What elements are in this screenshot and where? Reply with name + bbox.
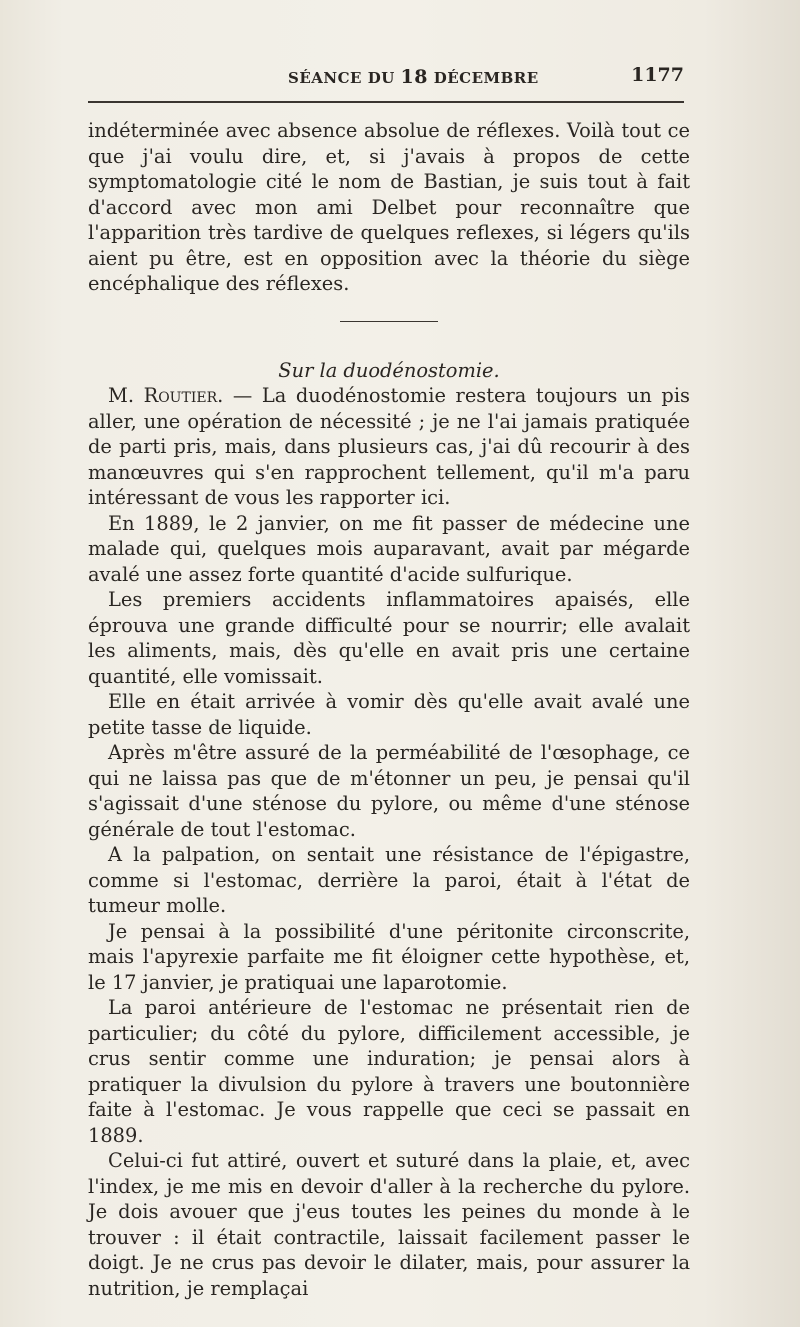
paragraph-6: A la palpation, on sentait une résistance de l'épigastre, comme si l'estomac, derrière la paroi, était à l'état de tumeur molle. bbox=[88, 843, 690, 917]
running-head-number: 18 bbox=[400, 66, 428, 88]
paragraph-3: Les premiers accidents inflammatoires apaisés, elle éprouva une grande difficulté pour se nourrir; elle avalait les aliments, mais, dès qu'elle en avait pris une certaine quantité, elle vomissait. bbox=[88, 588, 690, 688]
running-head bbox=[288, 66, 539, 88]
paragraph-1-text: — La duodénostomie restera toujours un pis aller, une opération de nécessité ; je ne l'ai jamais pratiquée de parti pris, mais, dans plusieurs cas, j'ai dû recourir à des manœuvres qui s'en rapprochent tellement, qu'il m'a paru intéressant de vous les rapporter ici. bbox=[88, 384, 690, 509]
header-rule bbox=[88, 101, 684, 103]
paragraph-9: Celui-ci fut attiré, ouvert et suturé dans la plaie, et, avec l'index, je me mis en devoir d'aller à la recherche du pylore. Je dois avouer que j'eus toutes les peines du monde à le trouver : il était contractile, laissait facilement passer le doigt. Je ne crus pas devoir le dilater, mais, pour assurer la nutrition, je remplaçai bbox=[88, 1149, 690, 1300]
paragraph-4: Elle en était arrivée à vomir dès qu'elle avait avalé une petite tasse de liquide. bbox=[88, 690, 690, 739]
paragraph-8: La paroi antérieure de l'estomac ne présentait rien de particulier; du côté du pylore, difficilement accessible, je crus sentir comme une induration; je pensai alors à pratiquer la divulsion du pylore à travers une boutonnière faite à l'estomac. Je vous rappelle que ceci se passait en 1889. bbox=[88, 996, 690, 1147]
paragraph-1 bbox=[88, 383, 690, 511]
page-number: 1177 bbox=[631, 64, 684, 86]
paragraph-5: Après m'être assuré de la perméabilité de l'œsophage, ce qui ne laissa pas que de m'étonner un peu, je pensai qu'il s'agissait d'une sténose du pylore, ou même d'une sténose générale de tout l'estomac. bbox=[88, 741, 690, 841]
section-title: Sur la duodénostomie. bbox=[278, 358, 500, 382]
page-header bbox=[88, 62, 684, 92]
speaker-name: M. Routier. bbox=[108, 384, 224, 407]
paragraph-continued: indéterminée avec absence absolue de réflexes. Voilà tout ce que j'ai voulu dire, et, si j'avais à propos de cette symptomatologie cité le nom de Bastian, je suis tout à fait d'accord avec mon ami Delbet pour reconnaître que l'apparition très tardive de quelques reflexes, si légers qu'ils aient pu être, est en opposition avec la théorie du siège encéphalique des réflexes. bbox=[88, 119, 690, 295]
running-head-post: DÉCEMBRE bbox=[427, 69, 539, 87]
section-separator bbox=[340, 321, 438, 322]
paragraph-2: En 1889, le 2 janvier, on me fit passer de médecine une malade qui, quelques mois auparavant, avait par mégarde avalé une assez forte quantité d'acide sulfurique. bbox=[88, 511, 690, 586]
body-text bbox=[88, 118, 690, 1301]
running-head-pre: SÉANCE DU bbox=[288, 69, 401, 87]
paragraph-7: Je pensai à la possibilité d'une péritonite circonscrite, mais l'apyrexie parfaite me fit éloigner cette hypothèse, et, le 17 janvier, je pratiquai une laparotomie. bbox=[88, 919, 690, 994]
